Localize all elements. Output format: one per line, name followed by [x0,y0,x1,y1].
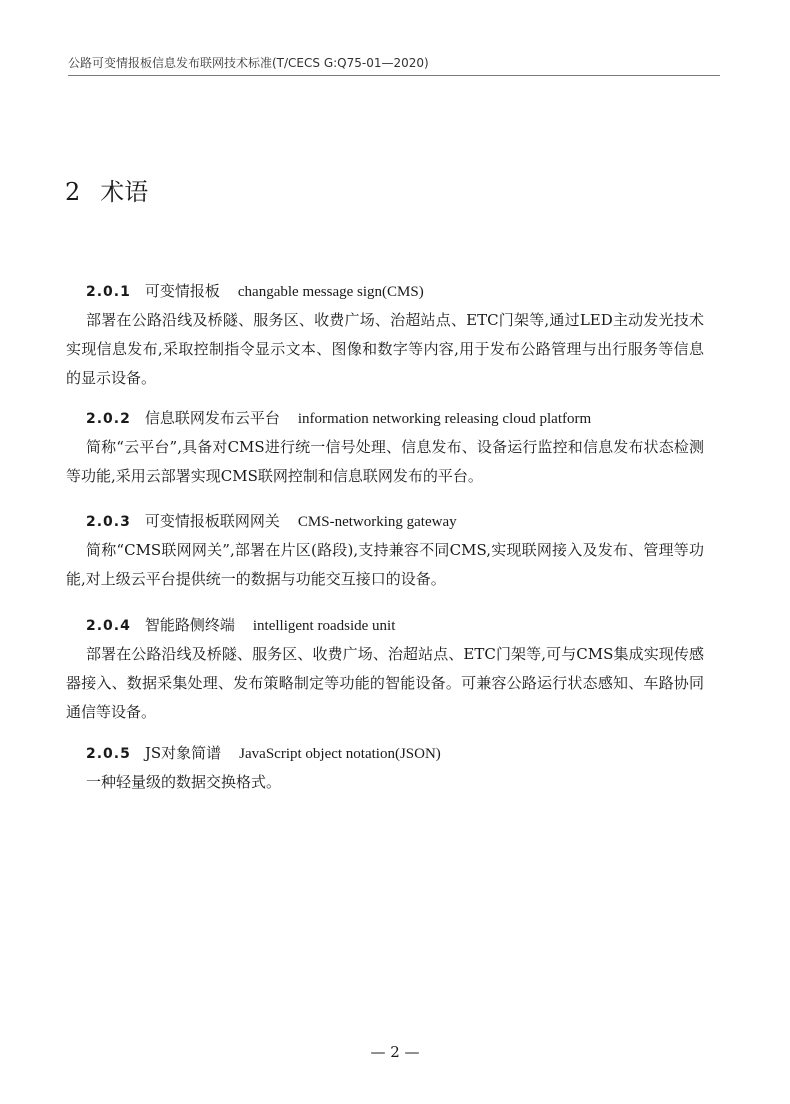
term-chinese: 可变情报板联网网关 [144,512,280,530]
term-entry [86,740,726,797]
term-definition: 一种轻量级的数据交换格式。 [86,773,282,791]
term-entry [66,278,726,393]
term-heading [86,405,726,431]
header-rule [68,75,720,76]
term-number: 2.0.1 [86,284,131,300]
term-english: information networking releasing cloud platform [297,411,592,427]
term-heading [86,740,726,766]
term-chinese: 智能路侧终端 [144,616,235,634]
term-entry [66,405,726,491]
term-number: 2.0.3 [86,514,131,530]
term-english: changable message sign(CMS) [237,284,424,300]
term-chinese: JS对象简谱 [144,744,222,762]
term-number: 2.0.2 [86,411,131,427]
term-definition: 简称“云平台”,具备对CMS进行统一信号处理、信息发布、设备运行监控和信息发布状态检测等功能,采用云部署实现CMS联网控制和信息联网发布的平台。 [66,438,704,485]
chapter-heading [65,172,148,207]
term-number: 2.0.5 [86,746,131,762]
term-english: JavaScript object notation(JSON) [239,746,441,762]
page-number: — 2 — [370,1043,420,1061]
term-english: CMS-networking gateway [297,514,457,530]
term-chinese: 可变情报板 [144,282,220,300]
term-definition: 部署在公路沿线及桥隧、服务区、收费广场、治超站点、ETC门架等,通过LED主动发光技术实现信息发布,采取控制指令显示文本、图像和数字等内容,用于发布公路管理与出行服务等信息的显示设备。 [66,311,704,387]
running-header: 公路可变情报板信息发布联网技术标准(T/CECS G:Q75-01—2020) [68,56,429,70]
term-number: 2.0.4 [86,618,131,634]
chapter-title: 术语 [100,178,149,206]
term-heading [86,278,726,304]
term-entry [66,612,726,727]
term-definition: 简称“CMS联网网关”,部署在片区(路段),支持兼容不同CMS,实现联网接入及发布、管理等功能,对上级云平台提供统一的数据与功能交互接口的设备。 [66,541,704,588]
term-heading [86,612,726,638]
term-definition: 部署在公路沿线及桥隧、服务区、收费广场、治超站点、ETC门架等,可与CMS集成实现传感器接入、数据采集处理、发布策略制定等功能的智能设备。可兼容公路运行状态感知、车路协同通信等设备。 [66,645,704,721]
term-heading [86,508,726,534]
chapter-number: 2 [65,178,81,206]
term-chinese: 信息联网发布云平台 [144,409,280,427]
term-english: intelligent roadside unit [252,618,396,634]
term-entry [66,508,726,594]
